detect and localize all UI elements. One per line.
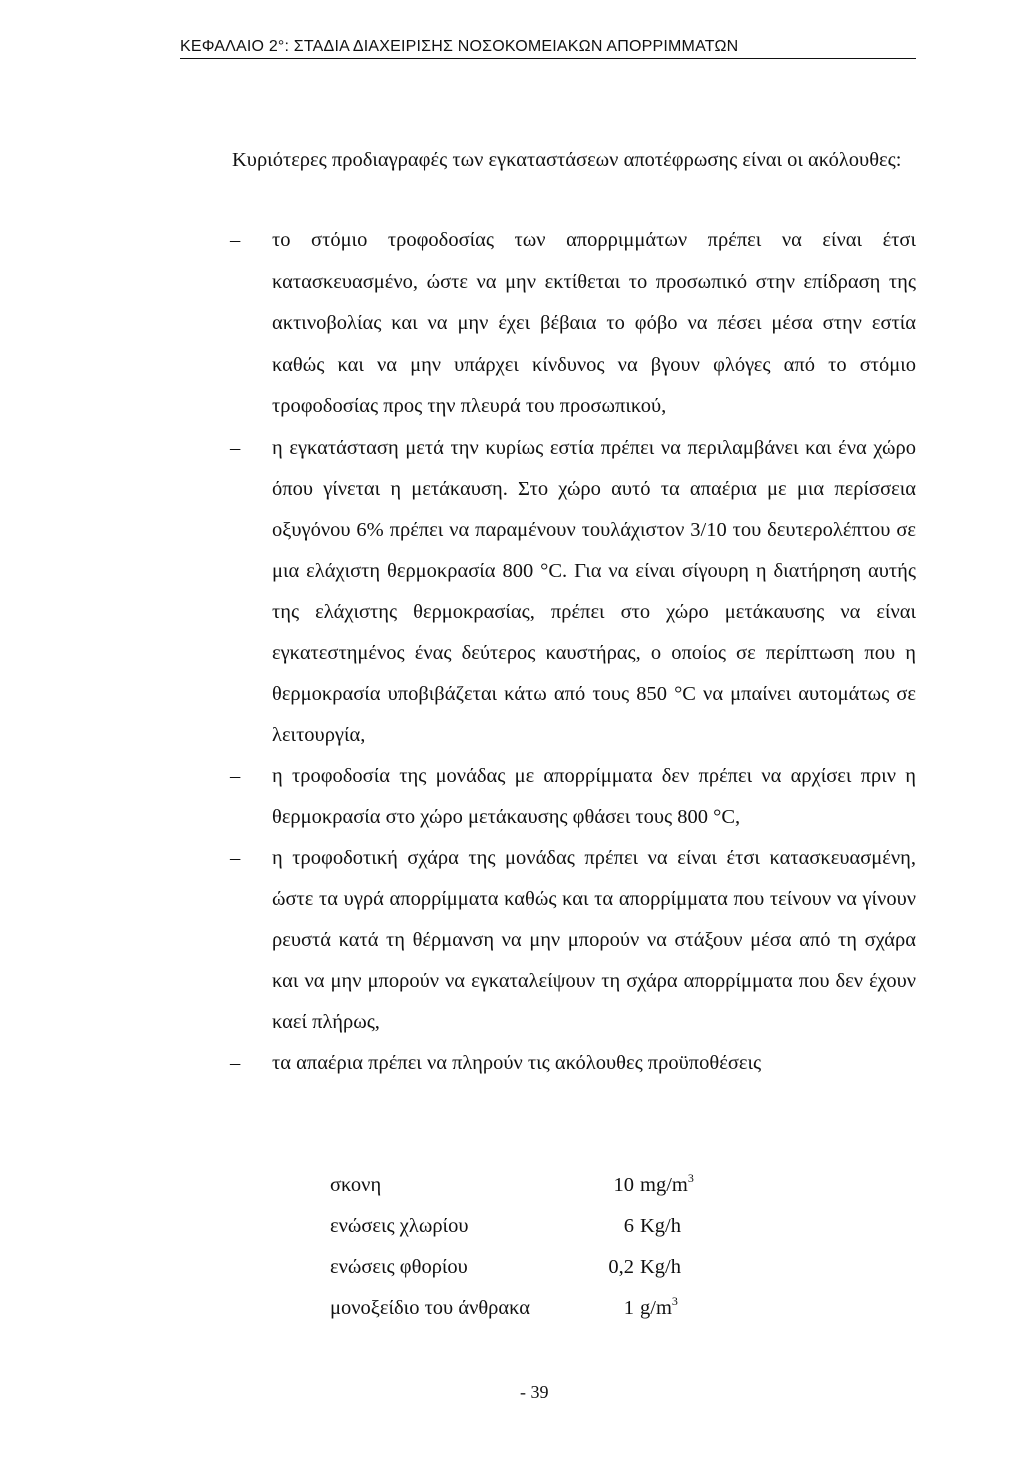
- emission-unit: Kg/h: [640, 1215, 681, 1237]
- dash-bullet: –: [230, 229, 241, 251]
- list-item-text: η εγκατάσταση μετά την κυρίως εστία πρέπει να περιλαμβάνει και ένα χώρο όπου γίνεται η μετάκαυση. Στο χώρο αυτό τα απαέρια με μια περίσσεια οξυγόνου 6% πρέπει να παραμένουν τουλάχιστον 3/10 του δευτερολέπτου σε μια ελάχιστη θερμοκρασία 800 °C. Για να είναι σίγουρη η διατήρηση αυτής της ελάχιστης θερμοκρασίας, πρέπει στο χώρο μετάκαυσης να είναι εγκατεστημένος ένας δεύτερος καυστήρας, ο οποίος σε περίπτωση που η θερμοκρασία υποβιβάζεται κάτω από τους 850 °C να μπαίνει αυτομάτως σε λειτουργία,: [272, 436, 916, 746]
- list-item: [180, 220, 916, 428]
- emission-label: ενώσεις χλωρίου: [330, 1215, 469, 1237]
- emission-row: [330, 1247, 750, 1288]
- emission-value: 1: [623, 1297, 634, 1319]
- list-item-text: η τροφοδοσία της μονάδας με απορρίμματα δεν πρέπει να αρχίσει πριν η θερμοκρασία στο χώρο μετάκαυσης φθάσει τους 800 °C,: [272, 764, 916, 828]
- emission-value: 0,2: [608, 1256, 634, 1278]
- emission-value: 10: [613, 1174, 634, 1196]
- list-item-text: η τροφοδοτική σχάρα της μονάδας πρέπει να είναι έτσι κατασκευασμένη, ώστε τα υγρά απορρίμματα καθώς και τα απορρίμματα που τείνουν να γίνουν ρευστά κατά τη θέρμανση να μην μπορούν να στάξουν μέσα από τη σχάρα και να μην μπορούν να εγκαταλείψουν τη σχάρα απορρίμματα που δεν έχουν καεί πλήρως,: [272, 846, 916, 1033]
- emission-label: ενώσεις φθορίου: [330, 1256, 468, 1278]
- emission-label: μονοξείδιο του άνθρακα: [330, 1297, 531, 1319]
- emission-unit: $mg/m^3$: [640, 1171, 694, 1196]
- emission-unit: Kg/h: [640, 1256, 681, 1278]
- emission-limits-table: [330, 1165, 750, 1329]
- list-item: [180, 428, 916, 756]
- dash-bullet: –: [230, 846, 241, 869]
- dash-bullet: –: [230, 1051, 241, 1074]
- dash-bullet: –: [230, 764, 241, 787]
- chapter-header: ΚΕΦΑΛΑΙΟ 2°: ΣΤΑΔΙΑ ΔΙΑΧΕΙΡΙΣΗΣ ΝΟΣΟΚΟΜΕΙΑΚΩΝ ΑΠΟΡΡΙΜΜΑΤΩΝ: [180, 38, 916, 59]
- intro-text: Κυριότερες προδιαγραφές των εγκαταστάσεων αποτέφρωσης είναι οι ακόλουθες:: [232, 149, 902, 171]
- intro-paragraph: [180, 142, 916, 178]
- list-item: [180, 756, 916, 838]
- emission-row: [330, 1288, 750, 1329]
- list-item: [180, 838, 916, 1043]
- specification-list: [180, 220, 916, 1084]
- list-item-text: τα απαέρια πρέπει να πληρούν τις ακόλουθες προϋποθέσεις: [272, 1051, 762, 1074]
- emission-value: 6: [623, 1215, 634, 1237]
- list-item-text: το στόμιο τροφοδοσίας των απορριμμάτων πρέπει να είναι έτσι κατασκευασμένο, ώστε να μην εκτίθεται το προσωπικό στην επίδραση της ακτινοβολίας και να μην έχει βέβαια το φόβο να πέσει μέσα στην εστία καθώς και να μην υπάρχει κίνδυνος να βγουν φλόγες από το στόμιο τροφοδοσίας προς την πλευρά του προσωπικού,: [272, 229, 916, 417]
- dash-bullet: –: [230, 436, 241, 459]
- emission-unit: $g/m^3$: [640, 1294, 678, 1319]
- page-number: - 39: [520, 1382, 549, 1402]
- emission-label: σκονη: [330, 1174, 382, 1196]
- list-item: [180, 1043, 916, 1084]
- emission-row: [330, 1165, 750, 1206]
- emission-row: [330, 1206, 750, 1247]
